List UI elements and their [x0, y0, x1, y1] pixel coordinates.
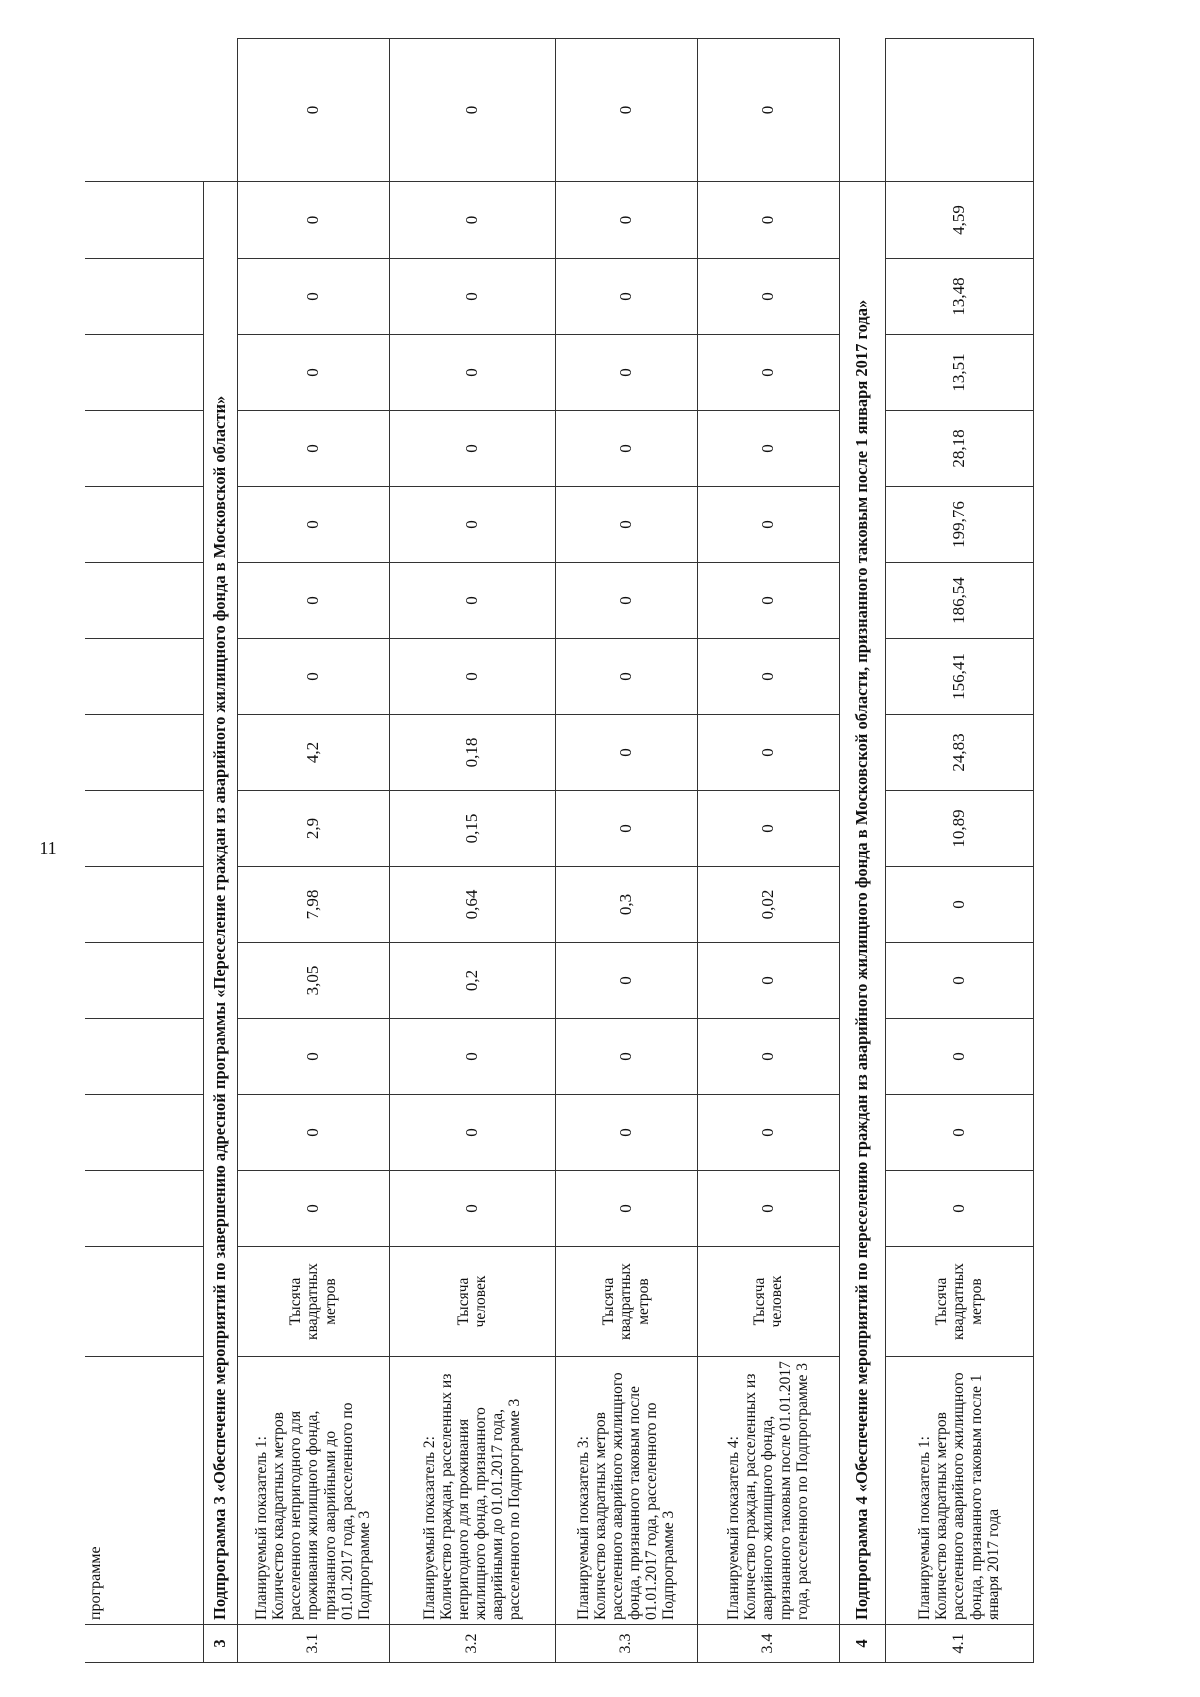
cell [85, 487, 203, 563]
cell [85, 1095, 203, 1171]
indicator-value: 0 [389, 39, 555, 182]
indicator-unit: Тысяча человек [697, 1247, 839, 1357]
indicator-value: 0 [389, 487, 555, 563]
indicator-unit: Тысяча человек [389, 1247, 555, 1357]
indicator-value: 199,76 [885, 487, 1033, 563]
indicator-value: 0 [555, 1095, 697, 1171]
indicator-value: 0 [885, 867, 1033, 943]
indicator-value: 0 [555, 335, 697, 411]
indicator-value: 10,89 [885, 791, 1033, 867]
indicator-value: 156,41 [885, 639, 1033, 715]
cell [85, 639, 203, 715]
indicator-value: 0 [555, 943, 697, 1019]
continuation-row [85, 39, 203, 1663]
indicator-value: 0 [697, 259, 839, 335]
indicator-value: 0 [697, 487, 839, 563]
indicator-value: 0 [885, 1019, 1033, 1095]
subprogram-header-row [839, 39, 885, 1663]
indicator-value: 7,98 [237, 867, 389, 943]
indicator-value: 0 [555, 563, 697, 639]
cell [85, 1019, 203, 1095]
indicator-value: 13,48 [885, 259, 1033, 335]
indicator-value: 0 [697, 1019, 839, 1095]
indicator-value: 0 [237, 487, 389, 563]
indicator-value: 0 [697, 943, 839, 1019]
indicator-value: 3,05 [237, 943, 389, 1019]
indicator-description: Планируемый показатель 4: Количество граждан, расселенных из аварийного жилищного фонда, признанного таковым после 01.01.2017 года, расселенного по Подпрограмме 3 [697, 1357, 839, 1625]
indicator-number: 3.2 [389, 1625, 555, 1663]
indicator-value: 0 [697, 335, 839, 411]
indicator-value: 0 [237, 39, 389, 182]
indicator-value: 0 [389, 335, 555, 411]
indicator-value: 0 [697, 715, 839, 791]
indicator-value: 24,83 [885, 715, 1033, 791]
indicator-value: 0 [389, 182, 555, 259]
indicator-value: 0 [389, 563, 555, 639]
indicator-value: 0 [389, 1171, 555, 1247]
indicator-value: 0 [555, 182, 697, 259]
indicator-value: 0 [237, 259, 389, 335]
indicator-description: Планируемый показатель 2: Количество граждан, расселенных из непригодного для проживания жилищного фонда, признанного аварийными до 01.01.2017 года, расселенного по Подпрограмме 3 [389, 1357, 555, 1625]
indicator-value: 0 [885, 1095, 1033, 1171]
cell [85, 1247, 203, 1357]
subprogram-title: Подпрограмма 4 «Обеспечение мероприятий по переселению граждан из аварийного жилищного фонда в Московской области, признанного таковым после 1 января 2017 года» [839, 182, 885, 1625]
subprogram-title: Подпрограмма 3 «Обеспечение мероприятий по завершению адресной программы «Переселение граждан из аварийного жилищного фонда в Московской области» [203, 182, 237, 1625]
indicator-value: 0 [389, 1019, 555, 1095]
cell [85, 563, 203, 639]
cell [85, 335, 203, 411]
indicator-value: 0 [237, 182, 389, 259]
cell [85, 1171, 203, 1247]
subprogram-number: 4 [839, 1625, 885, 1663]
indicator-value: 0 [237, 1171, 389, 1247]
indicator-value: 0 [389, 259, 555, 335]
indicator-value: 0 [237, 411, 389, 487]
indicator-value: 0,02 [697, 867, 839, 943]
indicator-value: 0 [697, 411, 839, 487]
indicator-value: 0 [237, 1019, 389, 1095]
indicator-value: 0 [237, 1095, 389, 1171]
page-number: 11 [39, 838, 57, 858]
indicator-value: 0 [555, 715, 697, 791]
indicator-value: 0,3 [555, 867, 697, 943]
indicator-value [885, 39, 1033, 182]
indicator-description: Планируемый показатель 1: Количество квадратных метров расселенного аварийного жилищного фонда, признанного таковым после 1 января 2017 года [885, 1357, 1033, 1625]
indicator-value: 0 [389, 411, 555, 487]
indicator-value: 0 [237, 563, 389, 639]
cell [85, 182, 203, 259]
indicator-value: 0 [697, 639, 839, 715]
indicator-number: 4.1 [885, 1625, 1033, 1663]
indicator-unit: Тысяча квадратных метров [237, 1247, 389, 1357]
indicator-value: 0 [697, 39, 839, 182]
indicator-value: 0 [555, 411, 697, 487]
indicator-value: 0,64 [389, 867, 555, 943]
indicator-value: 0 [555, 791, 697, 867]
indicator-value: 2,9 [237, 791, 389, 867]
indicator-value: 0 [555, 259, 697, 335]
row-number [85, 1625, 203, 1663]
indicator-number: 3.1 [237, 1625, 389, 1663]
indicator-row [885, 39, 1033, 1663]
indicator-description: Планируемый показатель 3: Количество квадратных метров расселенного аварийного жилищного фонда, признанного таковым после 01.01.2017 года, расселенного по Подпрограмме 3 [555, 1357, 697, 1625]
subprogram-header-row [203, 39, 237, 1663]
indicator-value: 0 [555, 639, 697, 715]
indicator-value: 0 [697, 182, 839, 259]
indicator-value: 0 [237, 639, 389, 715]
rotated-table-container [85, 38, 1170, 1663]
indicator-value: 0 [697, 791, 839, 867]
indicator-value: 13,51 [885, 335, 1033, 411]
indicators-table [85, 38, 1034, 1663]
indicator-value: 0 [555, 1019, 697, 1095]
indicator-description: Планируемый показатель 1: Количество квадратных метров расселенного непригодного для проживания жилищного фонда, признанного аварийными до 01.01.2017 года, расселенного по Подпрограмме 3 [237, 1357, 389, 1625]
indicator-value: 0 [697, 1171, 839, 1247]
cell [85, 867, 203, 943]
indicator-value: 0 [885, 1171, 1033, 1247]
subprogram-number: 3 [203, 1625, 237, 1663]
row-description: программе [85, 1357, 203, 1625]
indicator-value: 0 [885, 943, 1033, 1019]
indicator-value: 0 [555, 1171, 697, 1247]
table-body [203, 39, 1033, 1663]
indicator-value: 0 [389, 1095, 555, 1171]
indicator-value: 186,54 [885, 563, 1033, 639]
indicator-value: 4,59 [885, 182, 1033, 259]
indicator-value: 28,18 [885, 411, 1033, 487]
indicator-value: 0,15 [389, 791, 555, 867]
cell [85, 259, 203, 335]
indicator-value: 0,18 [389, 715, 555, 791]
cell [85, 943, 203, 1019]
indicator-number: 3.3 [555, 1625, 697, 1663]
indicator-unit: Тысяча квадратных метров [885, 1247, 1033, 1357]
indicator-value: 0 [555, 487, 697, 563]
indicator-row [555, 39, 697, 1663]
cell [85, 715, 203, 791]
indicator-unit: Тысяча квадратных метров [555, 1247, 697, 1357]
indicator-value: 0,2 [389, 943, 555, 1019]
indicator-value: 0 [389, 639, 555, 715]
indicator-number: 3.4 [697, 1625, 839, 1663]
indicator-value: 4,2 [237, 715, 389, 791]
cell [85, 411, 203, 487]
indicator-value: 0 [237, 335, 389, 411]
indicator-value: 0 [555, 39, 697, 182]
indicator-value: 0 [697, 1095, 839, 1171]
indicator-value: 0 [697, 563, 839, 639]
cell [85, 791, 203, 867]
indicator-row [697, 39, 839, 1663]
indicator-row [237, 39, 389, 1663]
indicator-row [389, 39, 555, 1663]
